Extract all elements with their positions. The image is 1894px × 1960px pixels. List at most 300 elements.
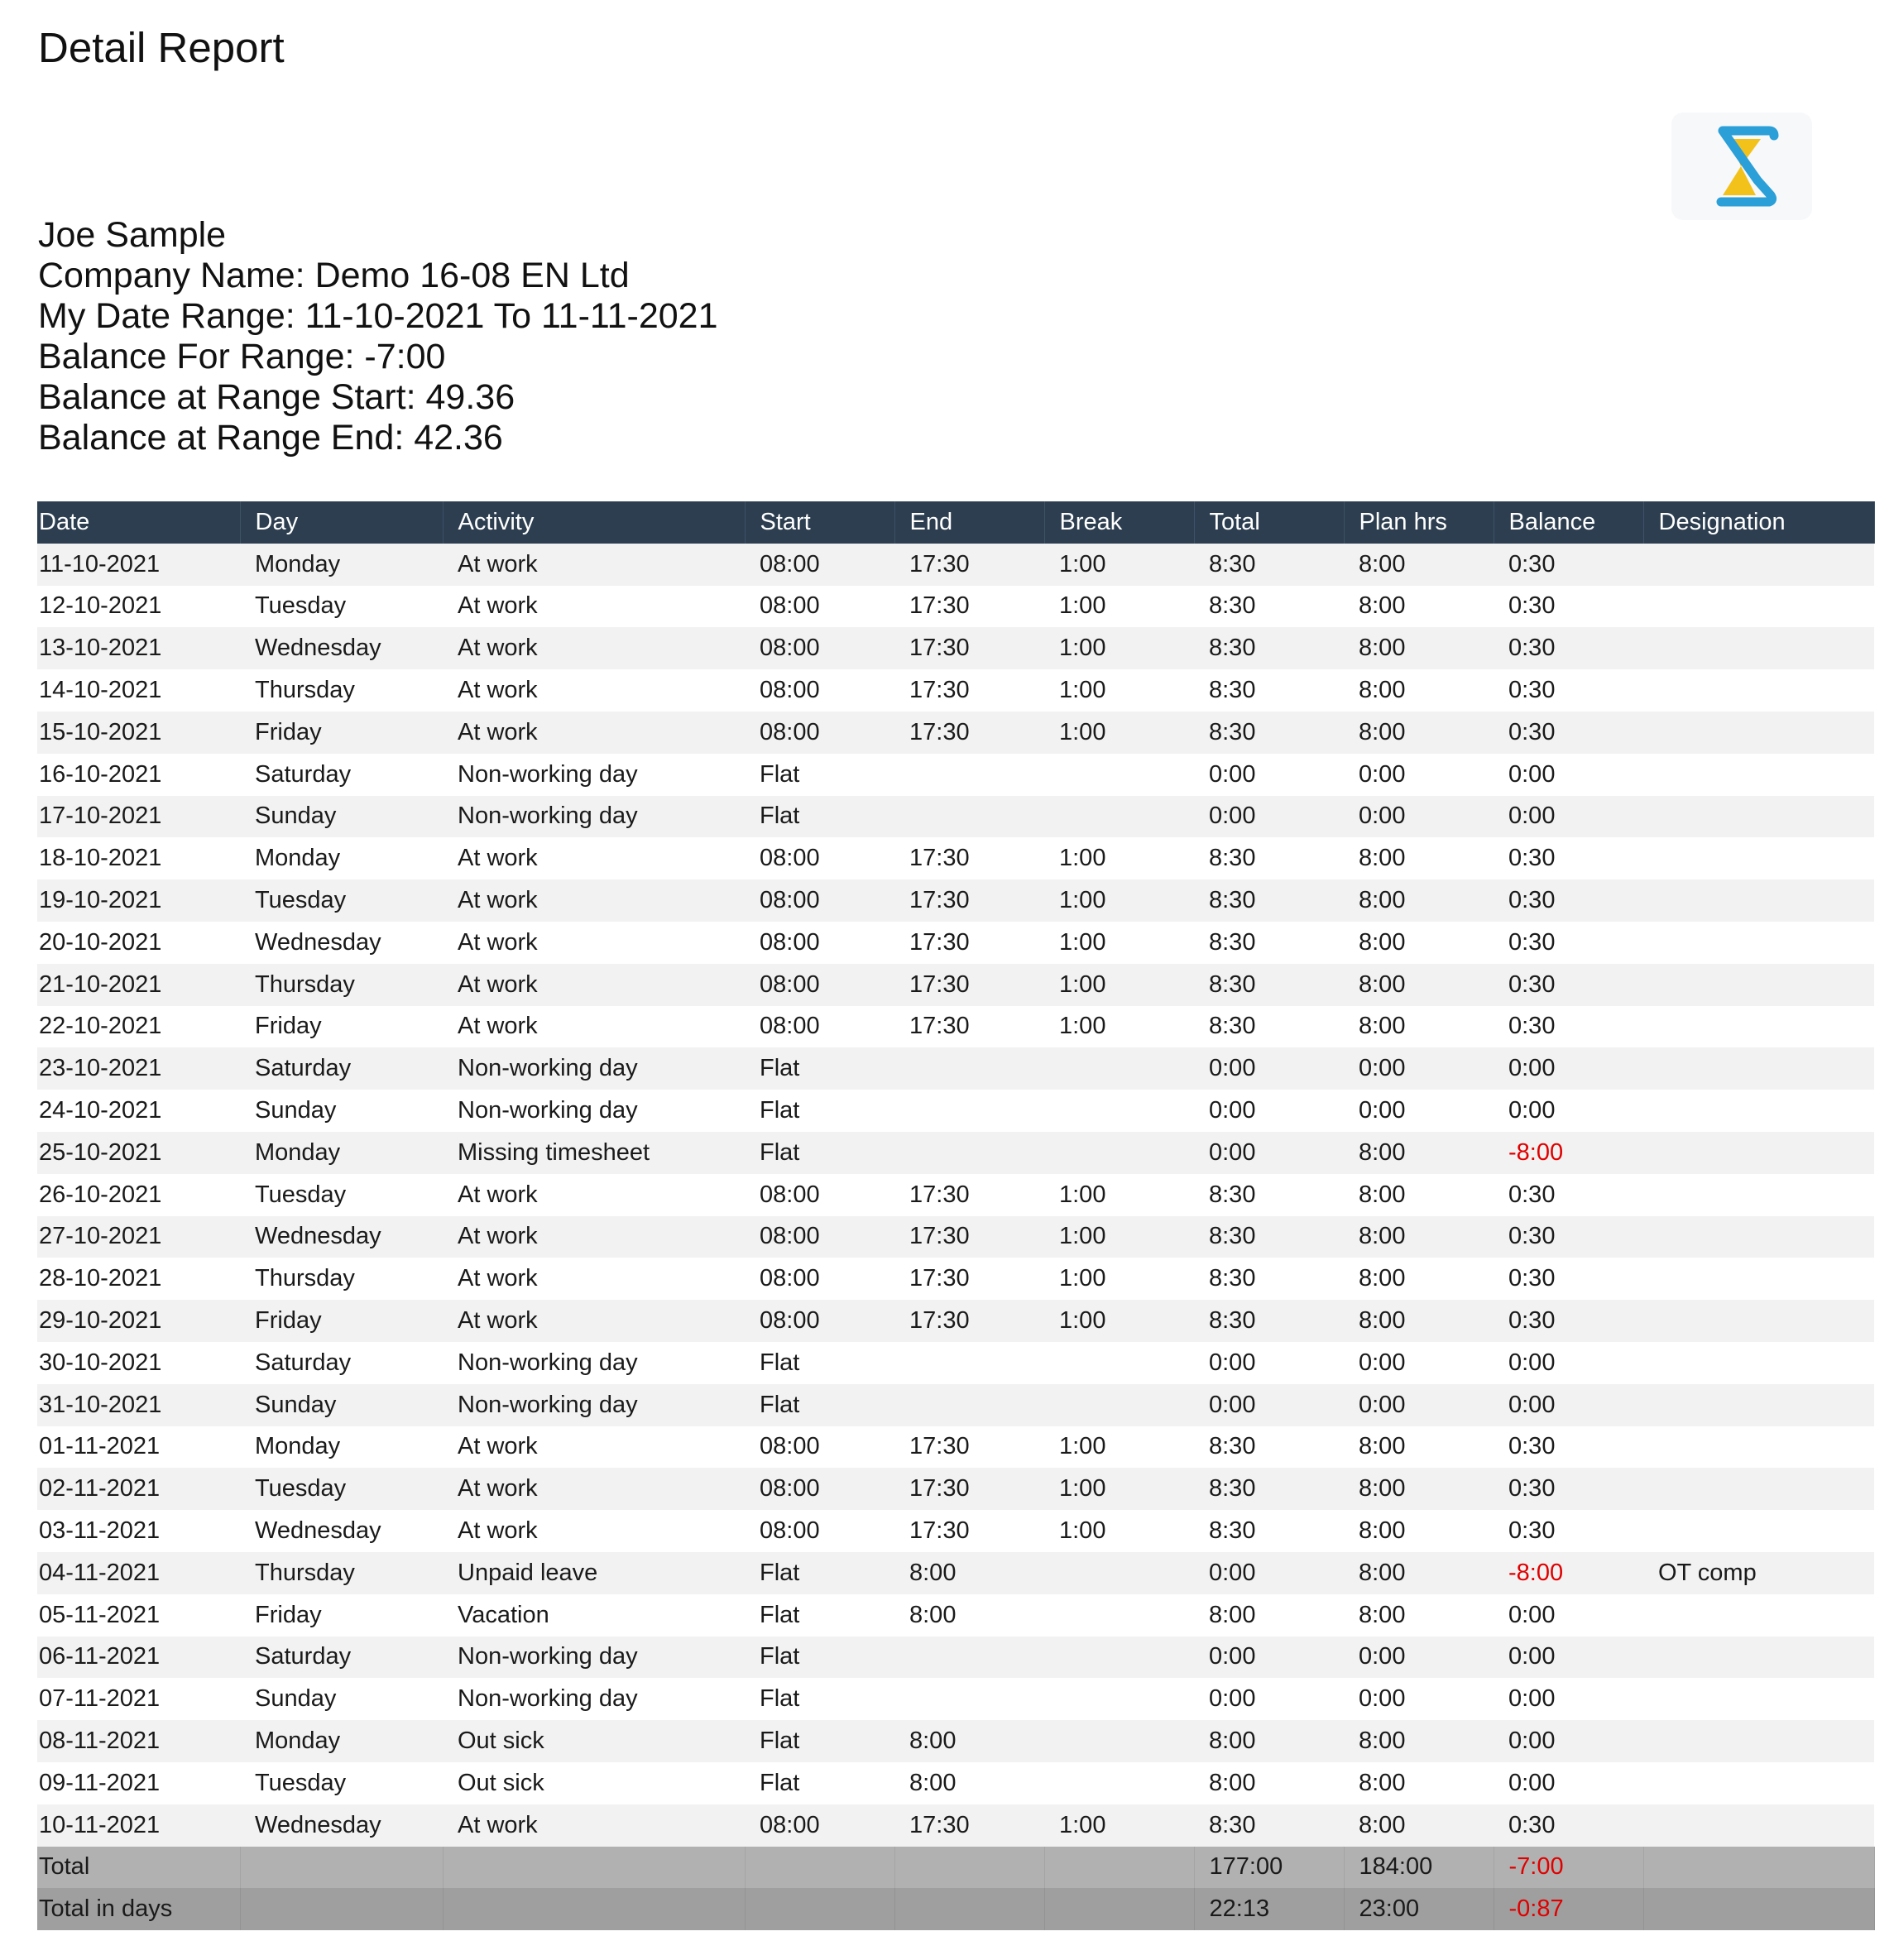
cell-balance: 0:30 bbox=[1494, 1258, 1643, 1300]
cell-plan-hrs: 8:00 bbox=[1344, 1258, 1494, 1300]
total-cell-total: 177:00 bbox=[1194, 1847, 1344, 1889]
cell-day: Tuesday bbox=[240, 1174, 443, 1216]
total-cell-day bbox=[240, 1847, 443, 1889]
cell-balance: 0:30 bbox=[1494, 627, 1643, 669]
cell-day: Wednesday bbox=[240, 627, 443, 669]
cell-activity: At work bbox=[443, 1468, 745, 1510]
cell-break bbox=[1044, 1720, 1194, 1762]
cell-plan-hrs: 8:00 bbox=[1344, 1006, 1494, 1048]
cell-balance: 0:30 bbox=[1494, 1804, 1643, 1847]
table-footer bbox=[37, 1847, 1874, 1931]
cell-day: Monday bbox=[240, 1426, 443, 1469]
cell-plan-hrs: 8:00 bbox=[1344, 1594, 1494, 1637]
cell-plan-hrs: 8:00 bbox=[1344, 1300, 1494, 1342]
cell-end bbox=[894, 1132, 1044, 1174]
cell-break bbox=[1044, 1384, 1194, 1426]
cell-plan-hrs: 0:00 bbox=[1344, 1342, 1494, 1384]
cell-total: 8:30 bbox=[1194, 1468, 1344, 1510]
cell-end bbox=[894, 1384, 1044, 1426]
cell-total: 8:30 bbox=[1194, 837, 1344, 879]
table-row bbox=[37, 1552, 1874, 1594]
cell-break: 1:00 bbox=[1044, 879, 1194, 922]
cell-break: 1:00 bbox=[1044, 1804, 1194, 1847]
total-in-days-row bbox=[37, 1888, 1874, 1930]
cell-activity: Non-working day bbox=[443, 1637, 745, 1679]
table-row bbox=[37, 1384, 1874, 1426]
cell-total: 0:00 bbox=[1194, 1552, 1344, 1594]
cell-activity: Missing timesheet bbox=[443, 1132, 745, 1174]
cell-designation bbox=[1643, 796, 1874, 838]
cell-end bbox=[894, 754, 1044, 796]
cell-activity: Vacation bbox=[443, 1594, 745, 1637]
table-row bbox=[37, 922, 1874, 964]
table-row bbox=[37, 1762, 1874, 1804]
cell-plan-hrs: 8:00 bbox=[1344, 922, 1494, 964]
cell-day: Thursday bbox=[240, 1552, 443, 1594]
cell-activity: At work bbox=[443, 1174, 745, 1216]
cell-balance: 0:30 bbox=[1494, 1510, 1643, 1552]
cell-date: 19-10-2021 bbox=[37, 879, 240, 922]
cell-day: Wednesday bbox=[240, 1510, 443, 1552]
cell-end: 17:30 bbox=[894, 1006, 1044, 1048]
cell-break bbox=[1044, 1594, 1194, 1637]
cell-date: 22-10-2021 bbox=[37, 1006, 240, 1048]
cell-break bbox=[1044, 1342, 1194, 1384]
cell-plan-hrs: 8:00 bbox=[1344, 879, 1494, 922]
cell-start: 08:00 bbox=[745, 922, 894, 964]
cell-date: 14-10-2021 bbox=[37, 669, 240, 712]
total-cell-designation bbox=[1643, 1847, 1874, 1889]
cell-designation bbox=[1643, 1090, 1874, 1132]
cell-total: 0:00 bbox=[1194, 1637, 1344, 1679]
cell-designation bbox=[1643, 1426, 1874, 1469]
cell-balance: 0:30 bbox=[1494, 1174, 1643, 1216]
column-header-day: Day bbox=[240, 501, 443, 544]
table-row bbox=[37, 1047, 1874, 1090]
cell-start: Flat bbox=[745, 1720, 894, 1762]
cell-total: 0:00 bbox=[1194, 1132, 1344, 1174]
cell-day: Tuesday bbox=[240, 586, 443, 628]
cell-start: Flat bbox=[745, 1384, 894, 1426]
total-cell-end bbox=[894, 1888, 1044, 1930]
table-row bbox=[37, 1300, 1874, 1342]
table-row bbox=[37, 586, 1874, 628]
cell-balance: 0:00 bbox=[1494, 1720, 1643, 1762]
cell-activity: At work bbox=[443, 586, 745, 628]
cell-date: 09-11-2021 bbox=[37, 1762, 240, 1804]
cell-balance: 0:30 bbox=[1494, 964, 1643, 1006]
cell-end: 17:30 bbox=[894, 922, 1044, 964]
cell-designation bbox=[1643, 586, 1874, 628]
total-cell-plan-hrs: 23:00 bbox=[1344, 1888, 1494, 1930]
cell-start: Flat bbox=[745, 1552, 894, 1594]
cell-designation bbox=[1643, 1132, 1874, 1174]
cell-break bbox=[1044, 1047, 1194, 1090]
cell-start: 08:00 bbox=[745, 712, 894, 754]
cell-activity: At work bbox=[443, 627, 745, 669]
date-range: My Date Range: 11-10-2021 To 11-11-2021 bbox=[38, 296, 718, 336]
cell-activity: At work bbox=[443, 1300, 745, 1342]
cell-break: 1:00 bbox=[1044, 922, 1194, 964]
cell-end: 17:30 bbox=[894, 586, 1044, 628]
cell-total: 8:30 bbox=[1194, 544, 1344, 586]
table-row bbox=[37, 837, 1874, 879]
cell-total: 8:30 bbox=[1194, 1510, 1344, 1552]
column-header-balance: Balance bbox=[1494, 501, 1643, 544]
cell-plan-hrs: 0:00 bbox=[1344, 1384, 1494, 1426]
cell-plan-hrs: 8:00 bbox=[1344, 1468, 1494, 1510]
cell-end: 17:30 bbox=[894, 837, 1044, 879]
table-header bbox=[37, 501, 1874, 544]
cell-activity: Non-working day bbox=[443, 754, 745, 796]
balance-range-end: Balance at Range End: 42.36 bbox=[38, 418, 503, 458]
cell-total: 8:30 bbox=[1194, 1300, 1344, 1342]
cell-plan-hrs: 8:00 bbox=[1344, 1216, 1494, 1258]
cell-start: 08:00 bbox=[745, 1258, 894, 1300]
cell-end: 17:30 bbox=[894, 1468, 1044, 1510]
cell-start: Flat bbox=[745, 1132, 894, 1174]
column-header-break: Break bbox=[1044, 501, 1194, 544]
cell-break: 1:00 bbox=[1044, 1258, 1194, 1300]
cell-end bbox=[894, 1637, 1044, 1679]
cell-balance: 0:00 bbox=[1494, 1762, 1643, 1804]
cell-designation bbox=[1643, 1258, 1874, 1300]
cell-plan-hrs: 8:00 bbox=[1344, 1174, 1494, 1216]
table-row bbox=[37, 669, 1874, 712]
cell-end: 17:30 bbox=[894, 1804, 1044, 1847]
cell-day: Thursday bbox=[240, 669, 443, 712]
cell-end: 17:30 bbox=[894, 879, 1044, 922]
cell-date: 24-10-2021 bbox=[37, 1090, 240, 1132]
cell-end: 8:00 bbox=[894, 1552, 1044, 1594]
column-header-date: Date bbox=[37, 501, 240, 544]
cell-day: Sunday bbox=[240, 1090, 443, 1132]
cell-plan-hrs: 8:00 bbox=[1344, 1510, 1494, 1552]
cell-start: 08:00 bbox=[745, 837, 894, 879]
cell-date: 20-10-2021 bbox=[37, 922, 240, 964]
cell-balance: 0:30 bbox=[1494, 1468, 1643, 1510]
cell-total: 8:00 bbox=[1194, 1762, 1344, 1804]
cell-date: 28-10-2021 bbox=[37, 1258, 240, 1300]
cell-end: 8:00 bbox=[894, 1762, 1044, 1804]
cell-balance: 0:30 bbox=[1494, 1216, 1643, 1258]
cell-date: 13-10-2021 bbox=[37, 627, 240, 669]
cell-balance: 0:00 bbox=[1494, 1637, 1643, 1679]
cell-total: 0:00 bbox=[1194, 1090, 1344, 1132]
cell-plan-hrs: 0:00 bbox=[1344, 754, 1494, 796]
cell-day: Friday bbox=[240, 712, 443, 754]
report-title: Detail Report bbox=[38, 24, 285, 71]
cell-day: Tuesday bbox=[240, 1468, 443, 1510]
cell-date: 08-11-2021 bbox=[37, 1720, 240, 1762]
cell-date: 02-11-2021 bbox=[37, 1468, 240, 1510]
cell-balance: 0:30 bbox=[1494, 669, 1643, 712]
cell-day: Wednesday bbox=[240, 922, 443, 964]
cell-date: 15-10-2021 bbox=[37, 712, 240, 754]
cell-designation bbox=[1643, 544, 1874, 586]
cell-start: 08:00 bbox=[745, 1426, 894, 1469]
cell-total: 8:30 bbox=[1194, 1174, 1344, 1216]
cell-balance: 0:30 bbox=[1494, 586, 1643, 628]
cell-total: 0:00 bbox=[1194, 796, 1344, 838]
table-row bbox=[37, 1258, 1874, 1300]
cell-end: 8:00 bbox=[894, 1594, 1044, 1637]
table-row bbox=[37, 1216, 1874, 1258]
total-cell-activity bbox=[443, 1888, 745, 1930]
cell-date: 04-11-2021 bbox=[37, 1552, 240, 1594]
cell-break bbox=[1044, 1762, 1194, 1804]
cell-start: 08:00 bbox=[745, 1468, 894, 1510]
table-row bbox=[37, 1426, 1874, 1469]
cell-break: 1:00 bbox=[1044, 544, 1194, 586]
cell-break bbox=[1044, 1132, 1194, 1174]
cell-designation bbox=[1643, 1594, 1874, 1637]
table-body bbox=[37, 544, 1874, 1847]
cell-activity: At work bbox=[443, 669, 745, 712]
cell-activity: Non-working day bbox=[443, 1678, 745, 1720]
header-row bbox=[37, 501, 1874, 544]
cell-plan-hrs: 8:00 bbox=[1344, 712, 1494, 754]
cell-balance: -8:00 bbox=[1494, 1552, 1643, 1594]
cell-designation bbox=[1643, 1637, 1874, 1679]
cell-date: 27-10-2021 bbox=[37, 1216, 240, 1258]
cell-balance: 0:00 bbox=[1494, 754, 1643, 796]
cell-total: 8:30 bbox=[1194, 964, 1344, 1006]
cell-start: 08:00 bbox=[745, 586, 894, 628]
total-cell-date: Total bbox=[37, 1847, 240, 1889]
cell-total: 8:00 bbox=[1194, 1594, 1344, 1637]
cell-plan-hrs: 8:00 bbox=[1344, 964, 1494, 1006]
cell-designation bbox=[1643, 1216, 1874, 1258]
cell-break: 1:00 bbox=[1044, 669, 1194, 712]
cell-date: 17-10-2021 bbox=[37, 796, 240, 838]
cell-balance: 0:30 bbox=[1494, 544, 1643, 586]
table-row bbox=[37, 1342, 1874, 1384]
cell-start: 08:00 bbox=[745, 1510, 894, 1552]
cell-designation bbox=[1643, 1762, 1874, 1804]
cell-start: 08:00 bbox=[745, 669, 894, 712]
cell-total: 8:00 bbox=[1194, 1720, 1344, 1762]
cell-activity: At work bbox=[443, 964, 745, 1006]
cell-designation bbox=[1643, 1047, 1874, 1090]
total-cell-start bbox=[745, 1888, 894, 1930]
cell-activity: At work bbox=[443, 922, 745, 964]
cell-break: 1:00 bbox=[1044, 1216, 1194, 1258]
column-header-activity: Activity bbox=[443, 501, 745, 544]
cell-activity: At work bbox=[443, 712, 745, 754]
cell-end: 8:00 bbox=[894, 1720, 1044, 1762]
cell-date: 25-10-2021 bbox=[37, 1132, 240, 1174]
cell-date: 21-10-2021 bbox=[37, 964, 240, 1006]
cell-balance: 0:30 bbox=[1494, 879, 1643, 922]
cell-designation bbox=[1643, 922, 1874, 964]
table-row bbox=[37, 627, 1874, 669]
cell-designation bbox=[1643, 1300, 1874, 1342]
table-row bbox=[37, 1006, 1874, 1048]
cell-date: 03-11-2021 bbox=[37, 1510, 240, 1552]
cell-total: 0:00 bbox=[1194, 1678, 1344, 1720]
cell-break bbox=[1044, 1552, 1194, 1594]
cell-start: Flat bbox=[745, 796, 894, 838]
cell-start: Flat bbox=[745, 1594, 894, 1637]
column-header-plan-hrs: Plan hrs bbox=[1344, 501, 1494, 544]
cell-start: 08:00 bbox=[745, 627, 894, 669]
cell-day: Friday bbox=[240, 1006, 443, 1048]
cell-start: Flat bbox=[745, 1637, 894, 1679]
cell-day: Sunday bbox=[240, 1678, 443, 1720]
cell-total: 8:30 bbox=[1194, 1006, 1344, 1048]
cell-break: 1:00 bbox=[1044, 1300, 1194, 1342]
cell-date: 29-10-2021 bbox=[37, 1300, 240, 1342]
cell-end: 17:30 bbox=[894, 669, 1044, 712]
cell-designation bbox=[1643, 1384, 1874, 1426]
cell-plan-hrs: 0:00 bbox=[1344, 1090, 1494, 1132]
cell-date: 07-11-2021 bbox=[37, 1678, 240, 1720]
cell-start: 08:00 bbox=[745, 1300, 894, 1342]
cell-total: 8:30 bbox=[1194, 879, 1344, 922]
cell-balance: 0:00 bbox=[1494, 1594, 1643, 1637]
cell-designation bbox=[1643, 1342, 1874, 1384]
cell-break bbox=[1044, 1678, 1194, 1720]
cell-balance: 0:00 bbox=[1494, 1090, 1643, 1132]
cell-start: Flat bbox=[745, 1678, 894, 1720]
cell-designation bbox=[1643, 1804, 1874, 1847]
cell-plan-hrs: 0:00 bbox=[1344, 796, 1494, 838]
cell-break: 1:00 bbox=[1044, 586, 1194, 628]
cell-designation bbox=[1643, 1678, 1874, 1720]
cell-date: 26-10-2021 bbox=[37, 1174, 240, 1216]
cell-break bbox=[1044, 754, 1194, 796]
cell-total: 8:30 bbox=[1194, 1426, 1344, 1469]
cell-date: 01-11-2021 bbox=[37, 1426, 240, 1469]
cell-designation bbox=[1643, 837, 1874, 879]
table-row bbox=[37, 1720, 1874, 1762]
cell-activity: At work bbox=[443, 1216, 745, 1258]
cell-plan-hrs: 8:00 bbox=[1344, 627, 1494, 669]
total-cell-break bbox=[1044, 1847, 1194, 1889]
cell-end bbox=[894, 1678, 1044, 1720]
column-header-designation: Designation bbox=[1643, 501, 1874, 544]
cell-break: 1:00 bbox=[1044, 712, 1194, 754]
cell-activity: Out sick bbox=[443, 1720, 745, 1762]
cell-end: 17:30 bbox=[894, 712, 1044, 754]
cell-plan-hrs: 8:00 bbox=[1344, 1804, 1494, 1847]
detail-table bbox=[37, 501, 1875, 1930]
cell-day: Tuesday bbox=[240, 1762, 443, 1804]
cell-balance: 0:00 bbox=[1494, 796, 1643, 838]
company-name: Company Name: Demo 16-08 EN Ltd bbox=[38, 256, 630, 295]
balance-range-start: Balance at Range Start: 49.36 bbox=[38, 377, 515, 417]
cell-designation: OT comp bbox=[1643, 1552, 1874, 1594]
cell-designation bbox=[1643, 1510, 1874, 1552]
cell-activity: Out sick bbox=[443, 1762, 745, 1804]
cell-end: 17:30 bbox=[894, 1510, 1044, 1552]
cell-start: Flat bbox=[745, 1090, 894, 1132]
cell-total: 0:00 bbox=[1194, 754, 1344, 796]
table-row bbox=[37, 1132, 1874, 1174]
cell-activity: Non-working day bbox=[443, 1090, 745, 1132]
cell-balance: 0:30 bbox=[1494, 837, 1643, 879]
cell-date: 10-11-2021 bbox=[37, 1804, 240, 1847]
cell-start: Flat bbox=[745, 1047, 894, 1090]
cell-day: Friday bbox=[240, 1300, 443, 1342]
cell-plan-hrs: 8:00 bbox=[1344, 1762, 1494, 1804]
cell-break bbox=[1044, 1090, 1194, 1132]
cell-plan-hrs: 8:00 bbox=[1344, 669, 1494, 712]
table-row bbox=[37, 1594, 1874, 1637]
cell-start: 08:00 bbox=[745, 544, 894, 586]
cell-activity: At work bbox=[443, 1258, 745, 1300]
cell-activity: At work bbox=[443, 1426, 745, 1469]
cell-break: 1:00 bbox=[1044, 1468, 1194, 1510]
total-cell-plan-hrs: 184:00 bbox=[1344, 1847, 1494, 1889]
cell-day: Thursday bbox=[240, 964, 443, 1006]
cell-end: 17:30 bbox=[894, 964, 1044, 1006]
table-row bbox=[37, 1468, 1874, 1510]
cell-activity: At work bbox=[443, 879, 745, 922]
total-cell-day bbox=[240, 1888, 443, 1930]
total-cell-break bbox=[1044, 1888, 1194, 1930]
table-row bbox=[37, 879, 1874, 922]
cell-date: 30-10-2021 bbox=[37, 1342, 240, 1384]
cell-date: 16-10-2021 bbox=[37, 754, 240, 796]
cell-total: 0:00 bbox=[1194, 1047, 1344, 1090]
total-row bbox=[37, 1847, 1874, 1889]
cell-designation bbox=[1643, 627, 1874, 669]
cell-day: Sunday bbox=[240, 1384, 443, 1426]
cell-activity: At work bbox=[443, 1804, 745, 1847]
cell-start: 08:00 bbox=[745, 1804, 894, 1847]
report-info bbox=[38, 215, 718, 458]
cell-start: 08:00 bbox=[745, 1006, 894, 1048]
cell-start: Flat bbox=[745, 754, 894, 796]
cell-balance: 0:00 bbox=[1494, 1047, 1643, 1090]
cell-designation bbox=[1643, 1468, 1874, 1510]
cell-end: 17:30 bbox=[894, 627, 1044, 669]
cell-activity: At work bbox=[443, 544, 745, 586]
cell-plan-hrs: 8:00 bbox=[1344, 1132, 1494, 1174]
cell-day: Saturday bbox=[240, 754, 443, 796]
cell-total: 8:30 bbox=[1194, 627, 1344, 669]
cell-activity: At work bbox=[443, 837, 745, 879]
cell-end: 17:30 bbox=[894, 1300, 1044, 1342]
cell-plan-hrs: 0:00 bbox=[1344, 1047, 1494, 1090]
cell-break: 1:00 bbox=[1044, 964, 1194, 1006]
balance-for-range: Balance For Range: -7:00 bbox=[38, 337, 446, 376]
cell-date: 18-10-2021 bbox=[37, 837, 240, 879]
cell-day: Monday bbox=[240, 837, 443, 879]
table-row bbox=[37, 1090, 1874, 1132]
total-cell-designation bbox=[1643, 1888, 1874, 1930]
total-cell-total: 22:13 bbox=[1194, 1888, 1344, 1930]
total-cell-activity bbox=[443, 1847, 745, 1889]
cell-break: 1:00 bbox=[1044, 837, 1194, 879]
cell-date: 06-11-2021 bbox=[37, 1637, 240, 1679]
cell-designation bbox=[1643, 669, 1874, 712]
employee-name: Joe Sample bbox=[38, 215, 227, 255]
cell-balance: 0:30 bbox=[1494, 1426, 1643, 1469]
cell-break bbox=[1044, 796, 1194, 838]
cell-day: Thursday bbox=[240, 1258, 443, 1300]
cell-total: 8:30 bbox=[1194, 1216, 1344, 1258]
cell-end: 17:30 bbox=[894, 544, 1044, 586]
cell-designation bbox=[1643, 754, 1874, 796]
cell-plan-hrs: 8:00 bbox=[1344, 837, 1494, 879]
column-header-end: End bbox=[894, 501, 1044, 544]
cell-start: Flat bbox=[745, 1342, 894, 1384]
cell-balance: 0:30 bbox=[1494, 712, 1643, 754]
cell-date: 11-10-2021 bbox=[37, 544, 240, 586]
